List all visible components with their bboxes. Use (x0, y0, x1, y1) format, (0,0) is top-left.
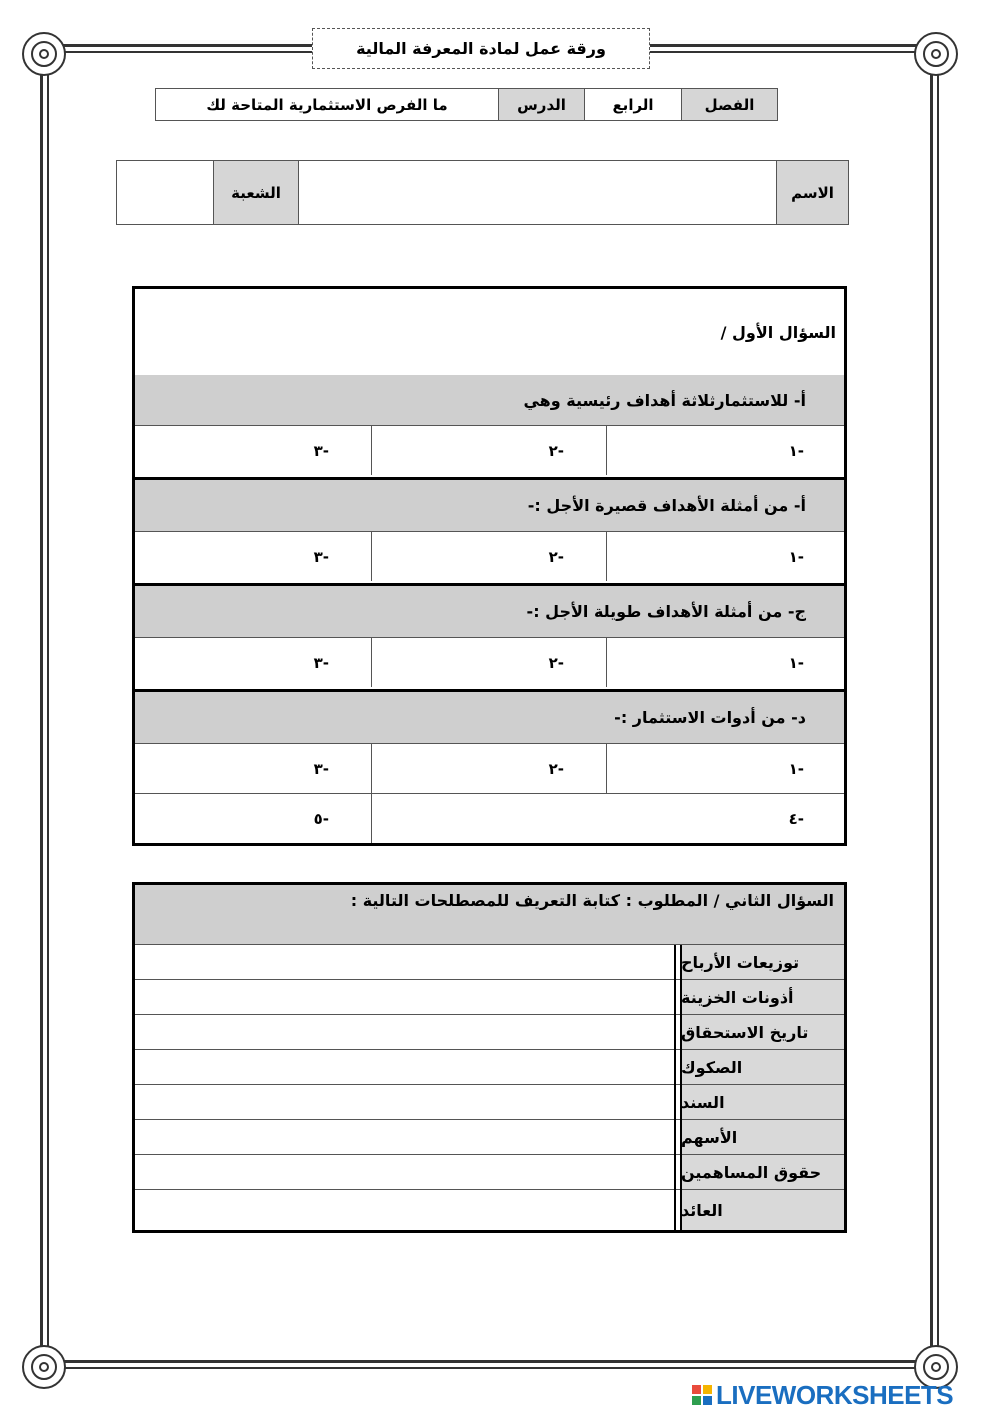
part-b-answers (135, 531, 844, 581)
answer-field[interactable]: ٥- (313, 809, 329, 828)
part-a-answers (135, 425, 844, 475)
part-d-answers (135, 743, 844, 793)
frame-left-line (40, 55, 49, 1365)
answer-field[interactable]: ١- (788, 441, 804, 460)
question-2-box (132, 882, 847, 1233)
part-a-heading: أ- للاستثمارثلاثة أهداف رئيسية وهي (135, 375, 844, 425)
answer-field[interactable]: ٣- (313, 653, 329, 672)
term-label: تاريخ الاستحقاق (681, 1015, 844, 1049)
answer-field[interactable]: ٢- (371, 532, 607, 581)
answer-field[interactable]: ٢- (371, 638, 607, 687)
part-c-heading: ج- من أمثلة الأهداف طويلة الأجل :- (135, 583, 844, 637)
term-label: أذونات الخزينة (681, 980, 844, 1014)
logo-blocks-icon (692, 1385, 712, 1405)
frame-bottom-line (45, 1360, 955, 1369)
answer-field[interactable]: ٣- (313, 759, 329, 778)
term-label: حقوق المساهمين (681, 1155, 844, 1189)
answer-field[interactable]: ١- (788, 759, 804, 778)
term-label: العائد (681, 1190, 844, 1230)
lesson-title: ما الفرص الاستثمارية المتاحة لك (155, 88, 499, 121)
question-2-title: السؤال الثاني / المطلوب : كتابة التعريف للمصطلحات التالية : (135, 885, 844, 945)
part-d-extra-answers (135, 793, 844, 843)
answer-field[interactable]: ٢- (371, 426, 607, 475)
term-label: توزيعات الأرباح (681, 945, 844, 979)
answer-field[interactable]: ٢- (371, 744, 607, 793)
liveworksheets-logo (692, 1380, 992, 1410)
answer-field[interactable]: ٤- (371, 794, 844, 843)
term-label: الفصل (681, 88, 778, 121)
lesson-label: الدرس (498, 88, 585, 121)
answer-field[interactable]: ٣- (313, 547, 329, 566)
corner-ornament-top-right (914, 32, 958, 76)
answer-field[interactable]: ١- (788, 653, 804, 672)
question-1-box (132, 286, 847, 846)
name-label: الاسم (776, 160, 849, 225)
corner-ornament-bottom-left (22, 1345, 66, 1389)
page-title: ورقة عمل لمادة المعرفة المالية (312, 28, 650, 69)
term-label: الصكوك (681, 1050, 844, 1084)
question-1-title: السؤال الأول / (720, 322, 836, 342)
answer-field[interactable]: ١- (788, 547, 804, 566)
term-label: السند (681, 1085, 844, 1119)
answer-field[interactable]: ٣- (313, 441, 329, 460)
part-b-heading: أ- من أمثلة الأهداف قصيرة الأجل :- (135, 477, 844, 531)
part-d-heading: د- من أدوات الاستثمار :- (135, 689, 844, 743)
term-label: الأسهم (681, 1120, 844, 1154)
section-field[interactable] (116, 160, 214, 225)
part-c-answers (135, 637, 844, 687)
watermark-text: LIVEWORKSHEETS (716, 1379, 954, 1410)
term-value: الرابع (584, 88, 682, 121)
frame-right-line (930, 55, 939, 1365)
corner-ornament-top-left (22, 32, 66, 76)
name-field[interactable] (298, 160, 777, 225)
column-divider (674, 945, 682, 1230)
section-label: الشعبة (213, 160, 299, 225)
definition-answer-area[interactable] (135, 945, 674, 1230)
